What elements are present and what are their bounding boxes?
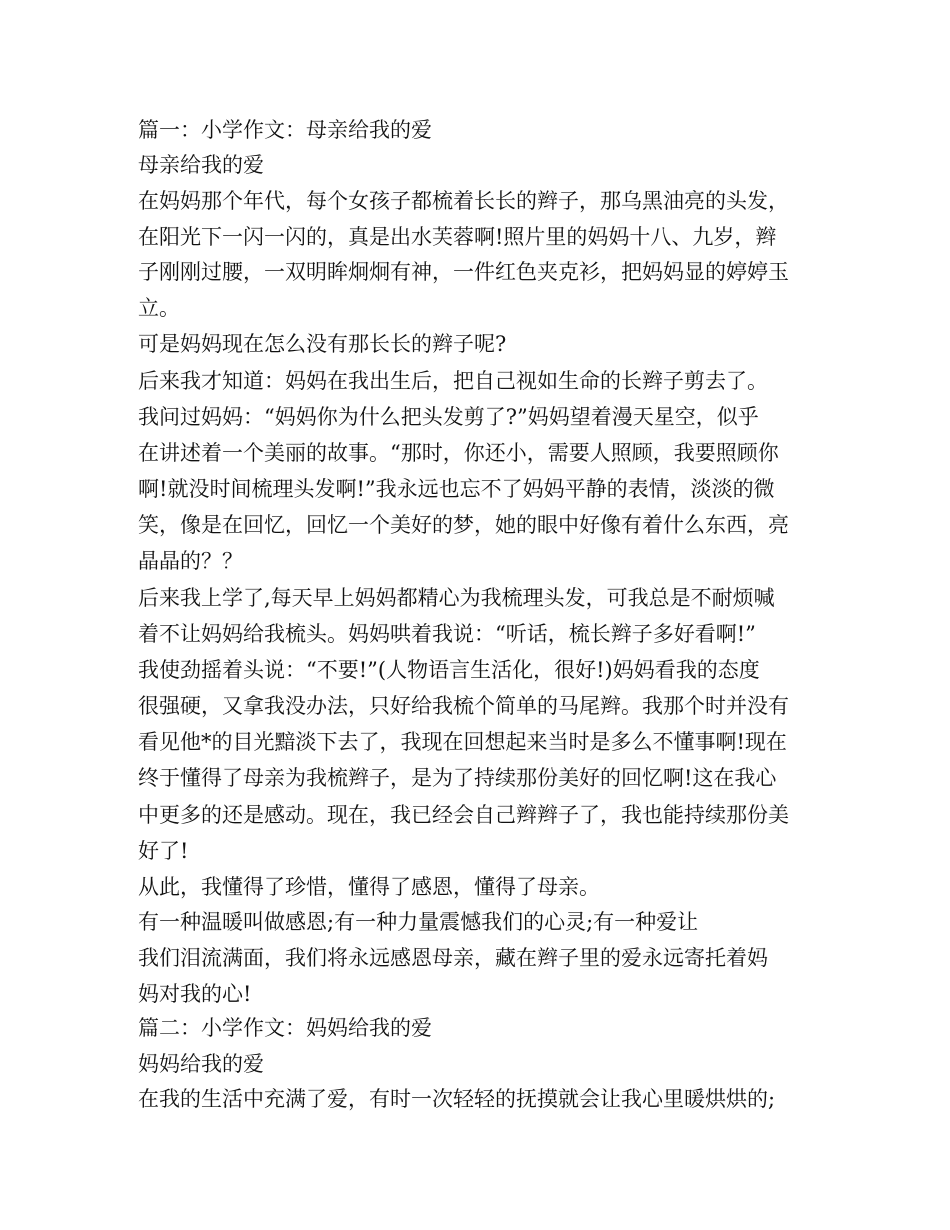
article-title-1: 母亲给我的爱 (138, 153, 264, 177)
paragraph-line: 后来我上学了,每天早上妈妈都精心为我梳理头发，可我总是不耐烦喊 (138, 586, 775, 610)
paragraph-line: 我们泪流满面，我们将永远感恩母亲，藏在辫子里的爱永远寄托着妈 (138, 946, 768, 970)
paragraph-line: 在我的生活中充满了爱，有时一次轻轻的抚摸就会让我心里暖烘烘的; (138, 1087, 776, 1111)
paragraph-line: 着不让妈妈给我梳头。妈妈哄着我说：“听话，梳长辫子多好看啊!” (138, 622, 756, 646)
article-title-2: 妈妈给我的爱 (138, 1052, 264, 1076)
section-title-2: 篇二：小学作文：妈妈给我的爱 (138, 1016, 432, 1040)
paragraph-line: 在讲述着一个美丽的故事。“那时，你还小，需要人照顾，我要照顾你 (138, 441, 779, 465)
section-title-1: 篇一：小学作文：母亲给我的爱 (138, 118, 432, 142)
paragraph-line: 笑，像是在回忆，回忆一个美好的梦，她的眼中好像有着什么东西，亮 (138, 513, 789, 537)
paragraph-line: 我使劲摇着头说：“不要!”(人物语言生活化，很好!)妈妈看我的态度 (138, 658, 760, 682)
paragraph-line: 啊!就没时间梳理头发啊!”我永远也忘不了妈妈平静的表情，淡淡的微 (138, 477, 775, 501)
paragraph-line: 可是妈妈现在怎么没有那长长的辫子呢? (138, 332, 507, 356)
paragraph-line: 在妈妈那个年代，每个女孩子都梳着长长的辫子，那乌黑油亮的头发， (138, 189, 789, 213)
paragraph-line: 有一种温暖叫做感恩;有一种力量震憾我们的心灵;有一种爱让 (138, 910, 699, 934)
paragraph-line: 我问过妈妈：“妈妈你为什么把头发剪了?”妈妈望着漫天星空，似乎 (138, 405, 759, 429)
paragraph-line: 子刚刚过腰，一双明眸炯炯有神，一件红色夹克衫，把妈妈显的婷婷玉 (138, 260, 789, 284)
paragraph-line: 在阳光下一闪一闪的，真是出水芙蓉啊!照片里的妈妈十八、九岁，辫 (138, 225, 777, 249)
paragraph-line: 后来我才知道：妈妈在我出生后，把自己视如生命的长辫子剪去了。 (138, 369, 768, 393)
paragraph-line: 立。 (138, 296, 180, 320)
paragraph-line: 从此，我懂得了珍惜，懂得了感恩，懂得了母亲。 (138, 875, 600, 899)
paragraph-line: 很强硬，又拿我没办法，只好给我梳个简单的马尾辫。我那个时并没有 (138, 694, 789, 718)
paragraph-line: 晶晶的？？ (138, 549, 243, 573)
paragraph-line: 终于懂得了母亲为我梳辫子，是为了持续那份美好的回忆啊!这在我心 (138, 766, 777, 790)
paragraph-line: 中更多的还是感动。现在，我已经会自己辫辫子了，我也能持续那份美 (138, 803, 789, 827)
paragraph-line: 好了! (138, 839, 189, 863)
paragraph-line: 看见他*的目光黯淡下去了，我现在回想起来当时是多么不懂事啊!现在 (138, 730, 787, 754)
paragraph-line: 妈对我的心! (138, 982, 252, 1006)
